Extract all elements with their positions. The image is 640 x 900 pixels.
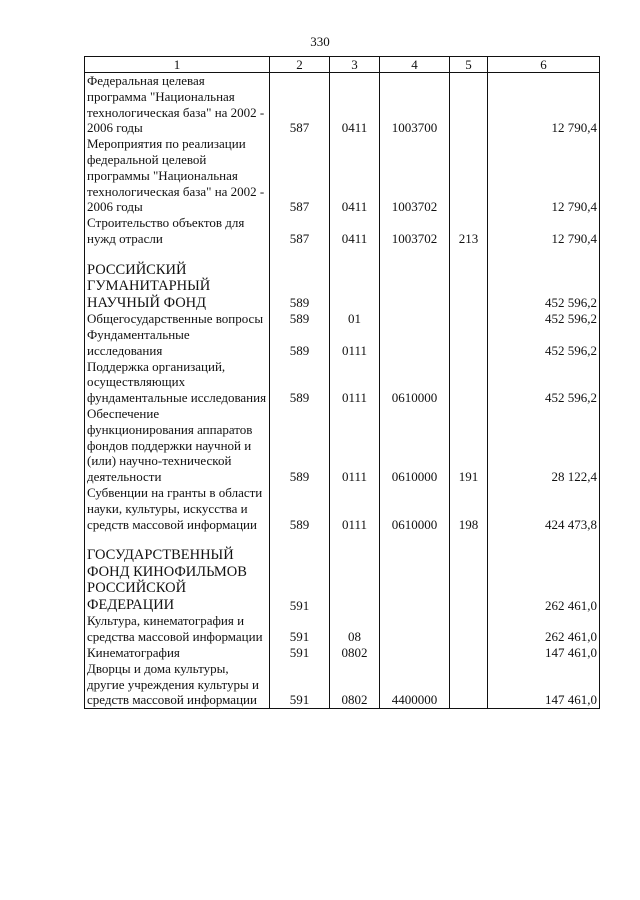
target-article-code: 0610000 bbox=[380, 485, 450, 532]
section-code: 0111 bbox=[330, 406, 380, 485]
section-code bbox=[330, 262, 380, 312]
expense-type-code bbox=[450, 661, 488, 709]
organization-row bbox=[85, 547, 600, 613]
expense-type-code bbox=[450, 645, 488, 661]
amount: 452 596,2 bbox=[488, 262, 600, 312]
expense-type-code bbox=[450, 73, 488, 137]
column-number-row bbox=[85, 57, 600, 73]
table-row bbox=[85, 613, 600, 645]
section-code: 0411 bbox=[330, 73, 380, 137]
column-number: 3 bbox=[330, 57, 380, 73]
table-row bbox=[85, 359, 600, 406]
expense-type-code: 213 bbox=[450, 215, 488, 247]
department-code: 587 bbox=[270, 73, 330, 137]
target-article-code: 0610000 bbox=[380, 359, 450, 406]
section-code: 0802 bbox=[330, 661, 380, 709]
amount: 147 461,0 bbox=[488, 661, 600, 709]
row-name: Дворцы и дома культуры, другие учреждения культуры и средств массовой информации bbox=[85, 661, 270, 709]
table-row bbox=[85, 215, 600, 247]
expense-type-code bbox=[450, 136, 488, 215]
section-code: 01 bbox=[330, 311, 380, 327]
expense-type-code bbox=[450, 311, 488, 327]
section-code: 0411 bbox=[330, 136, 380, 215]
expense-type-code bbox=[450, 327, 488, 359]
target-article-code: 1003702 bbox=[380, 136, 450, 215]
amount: 12 790,4 bbox=[488, 73, 600, 137]
section-code: 0111 bbox=[330, 359, 380, 406]
row-name: Субвенции на гранты в области науки, культуры, искусства и средств массовой информации bbox=[85, 485, 270, 532]
row-name: Общегосударственные вопросы bbox=[85, 311, 270, 327]
target-article-code: 4400000 bbox=[380, 661, 450, 709]
table-row bbox=[85, 311, 600, 327]
target-article-code: 0610000 bbox=[380, 406, 450, 485]
target-article-code bbox=[380, 613, 450, 645]
target-article-code bbox=[380, 311, 450, 327]
row-name: Кинематография bbox=[85, 645, 270, 661]
row-name: Федеральная целевая программа "Национальная технологическая база" на 2002 - 2006 годы bbox=[85, 73, 270, 137]
column-number: 5 bbox=[450, 57, 488, 73]
department-code: 589 bbox=[270, 485, 330, 532]
amount: 262 461,0 bbox=[488, 613, 600, 645]
organization-name: ГОСУДАРСТВЕННЫЙ ФОНД КИНОФИЛЬМОВ РОССИЙСКОЙ ФЕДЕРАЦИИ bbox=[85, 547, 270, 613]
column-number: 6 bbox=[488, 57, 600, 73]
budget-table bbox=[84, 56, 600, 709]
department-code: 589 bbox=[270, 262, 330, 312]
table-row bbox=[85, 406, 600, 485]
section-code: 0411 bbox=[330, 215, 380, 247]
target-article-code bbox=[380, 645, 450, 661]
table-row bbox=[85, 136, 600, 215]
row-name: Строительство объектов для нужд отрасли bbox=[85, 215, 270, 247]
section-code: 08 bbox=[330, 613, 380, 645]
department-code: 589 bbox=[270, 359, 330, 406]
expense-type-code: 198 bbox=[450, 485, 488, 532]
section-code bbox=[330, 547, 380, 613]
spacer-row bbox=[85, 532, 600, 547]
row-name: Мероприятия по реализации федеральной целевой программы "Национальная технологическая база" на 2002 - 2006 годы bbox=[85, 136, 270, 215]
row-name: Культура, кинематография и средства массовой информации bbox=[85, 613, 270, 645]
target-article-code: 1003702 bbox=[380, 215, 450, 247]
target-article-code bbox=[380, 547, 450, 613]
department-code: 591 bbox=[270, 613, 330, 645]
section-code: 0111 bbox=[330, 485, 380, 532]
amount: 12 790,4 bbox=[488, 215, 600, 247]
amount: 452 596,2 bbox=[488, 311, 600, 327]
amount: 424 473,8 bbox=[488, 485, 600, 532]
row-name: Фундаментальные исследования bbox=[85, 327, 270, 359]
expense-type-code bbox=[450, 613, 488, 645]
table-row bbox=[85, 73, 600, 137]
department-code: 589 bbox=[270, 327, 330, 359]
department-code: 589 bbox=[270, 311, 330, 327]
amount: 262 461,0 bbox=[488, 547, 600, 613]
department-code: 587 bbox=[270, 136, 330, 215]
column-number: 4 bbox=[380, 57, 450, 73]
amount: 452 596,2 bbox=[488, 327, 600, 359]
department-code: 587 bbox=[270, 215, 330, 247]
department-code: 591 bbox=[270, 661, 330, 709]
table-row bbox=[85, 327, 600, 359]
department-code: 591 bbox=[270, 547, 330, 613]
amount: 28 122,4 bbox=[488, 406, 600, 485]
organization-name: РОССИЙСКИЙ ГУМАНИТАРНЫЙ НАУЧНЫЙ ФОНД bbox=[85, 262, 270, 312]
expense-type-code: 191 bbox=[450, 406, 488, 485]
amount: 12 790,4 bbox=[488, 136, 600, 215]
amount: 452 596,2 bbox=[488, 359, 600, 406]
expense-type-code bbox=[450, 547, 488, 613]
target-article-code bbox=[380, 327, 450, 359]
row-name: Обеспечение функционирования аппаратов фондов поддержки научной и (или) научно-технической деятельности bbox=[85, 406, 270, 485]
department-code: 589 bbox=[270, 406, 330, 485]
page-number: 330 bbox=[310, 34, 330, 49]
organization-row bbox=[85, 262, 600, 312]
section-code: 0802 bbox=[330, 645, 380, 661]
target-article-code bbox=[380, 262, 450, 312]
column-number: 1 bbox=[85, 57, 270, 73]
expense-type-code bbox=[450, 359, 488, 406]
column-number: 2 bbox=[270, 57, 330, 73]
table-row bbox=[85, 661, 600, 709]
row-name: Поддержка организаций, осуществляющих фундаментальные исследования bbox=[85, 359, 270, 406]
department-code: 591 bbox=[270, 645, 330, 661]
amount: 147 461,0 bbox=[488, 645, 600, 661]
target-article-code: 1003700 bbox=[380, 73, 450, 137]
table-row bbox=[85, 645, 600, 661]
section-code: 0111 bbox=[330, 327, 380, 359]
expense-type-code bbox=[450, 262, 488, 312]
spacer-row bbox=[85, 247, 600, 262]
table-row bbox=[85, 485, 600, 532]
